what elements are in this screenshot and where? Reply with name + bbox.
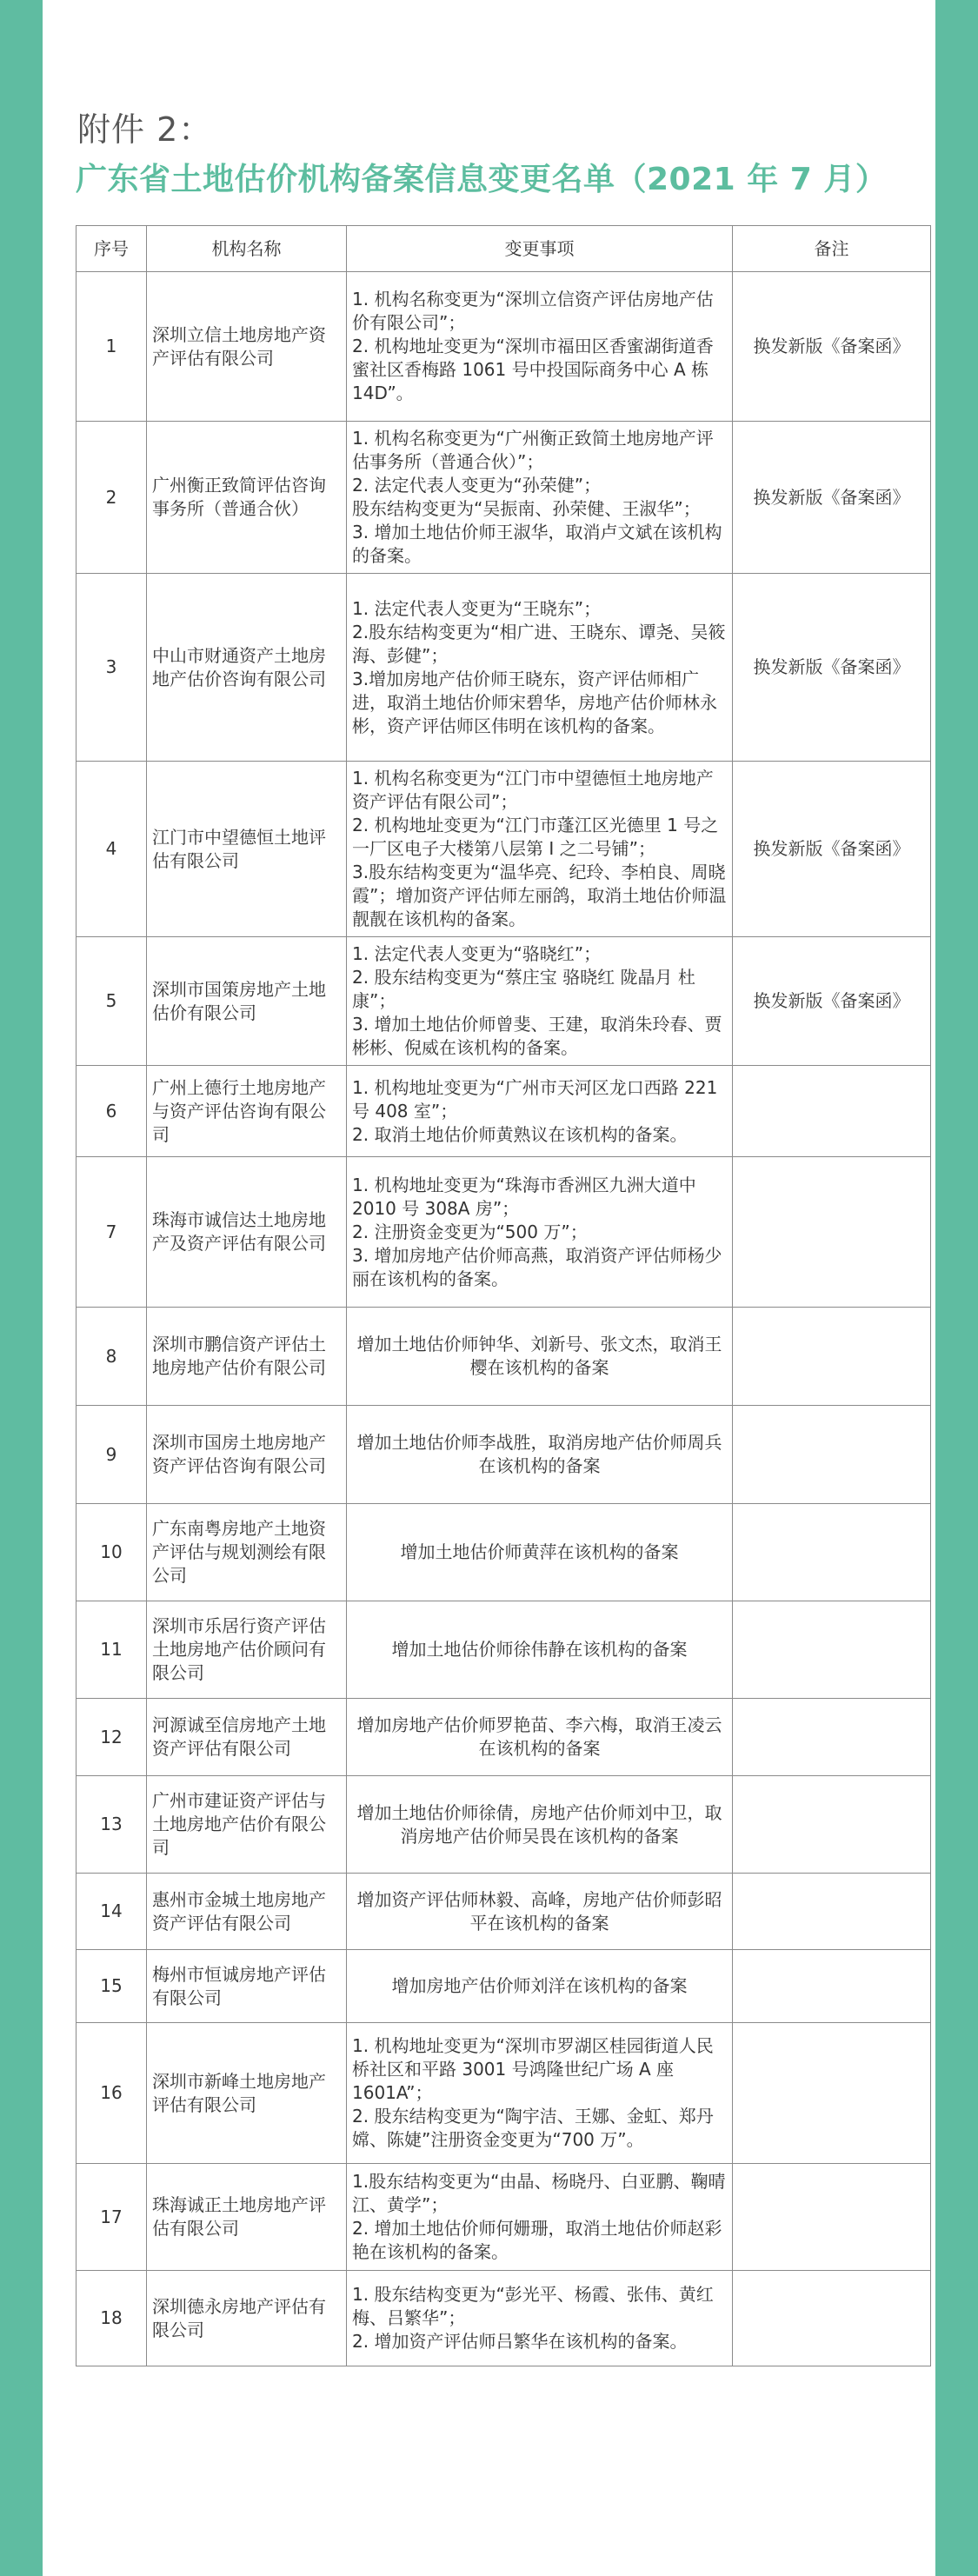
remark: [733, 2271, 931, 2366]
change-item: 增加土地估价师钟华、刘新号、张文杰，取消王樱在该机构的备案: [356, 1334, 722, 1378]
organization-name: 深圳市新峰土地房地产评估有限公司: [147, 2023, 347, 2164]
header-note: 备注: [733, 226, 931, 272]
change-item: 增加土地估价师李战胜，取消房地产估价师周兵在该机构的备案: [356, 1432, 722, 1476]
row-number: 9: [77, 1406, 147, 1504]
row-number: 7: [77, 1157, 147, 1308]
row-number: 13: [77, 1776, 147, 1874]
change-item: 2. 注册资金变更为“500 万”；: [352, 1221, 588, 1242]
change-items: [347, 272, 733, 422]
change-item: 增加土地估价师徐倩，房地产估价师刘中卫，取消房地产估价师吴畏在该机构的备案: [356, 1801, 722, 1847]
organization-name: 中山市财通资产土地房地产估价咨询有限公司: [147, 574, 347, 762]
remark: [733, 1601, 931, 1699]
table-row: [77, 1776, 931, 1874]
row-number: 11: [77, 1601, 147, 1699]
change-item: 2. 股东结构变更为“蔡庄宝 骆晓红 陇晶月 杜康”；: [352, 967, 695, 1011]
organization-name: 江门市中望德恒土地评估有限公司: [147, 762, 347, 937]
change-items: [347, 2271, 733, 2366]
remark: [733, 1950, 931, 2023]
table-row: [77, 1066, 931, 1157]
row-number: 16: [77, 2023, 147, 2164]
row-number: 1: [77, 272, 147, 422]
change-item: 1. 机构地址变更为“深圳市罗湖区桂园街道人民桥社区和平路 3001 号鸿隆世纪广场 A 座 1601A”；: [352, 2035, 714, 2103]
change-item: 1. 机构名称变更为“广州衡正致简土地房地产评估事务所（普通合伙）”；: [352, 428, 714, 472]
change-items: [347, 1950, 733, 2023]
row-number: 8: [77, 1308, 147, 1406]
change-items: [347, 1776, 733, 1874]
change-item: 股东结构变更为“吴振南、孙荣健、王淑华”；: [352, 498, 701, 519]
table-row: [77, 1157, 931, 1308]
change-list-table: [76, 225, 931, 2366]
change-items: [347, 1406, 733, 1504]
table-row: [77, 1504, 931, 1601]
change-item: 增加资产评估师林毅、高峰，房地产估价师彭昭平在该机构的备案: [356, 1888, 722, 1934]
change-item: 1. 机构名称变更为“深圳立信资产评估房地产估价有限公司”；: [352, 289, 714, 333]
change-items: [347, 1601, 733, 1699]
remark: 换发新版《备案函》: [733, 762, 931, 937]
change-items: [347, 2164, 733, 2271]
change-item: 1. 法定代表人变更为“骆晓红”；: [352, 943, 602, 964]
change-items: [347, 1874, 733, 1950]
remark: [733, 1066, 931, 1157]
header-org: 机构名称: [147, 226, 347, 272]
remark: 换发新版《备案函》: [733, 272, 931, 422]
change-items: [347, 1157, 733, 1308]
remark: [733, 1406, 931, 1504]
organization-name: 河源诚至信房地产土地资产评估有限公司: [147, 1699, 347, 1776]
change-items: [347, 422, 733, 574]
header-changes: 变更事项: [347, 226, 733, 272]
change-item: 2. 机构地址变更为“江门市蓬江区光德里 1 号之一厂区电子大楼第八层第 I 之二号铺”；: [352, 815, 719, 859]
remark: [733, 2023, 931, 2164]
change-item: 3.增加房地产估价师王晓东，资产评估师相广进，取消土地估价师宋碧华，房地产估价师林永彬，资产评估师区伟明在该机构的备案。: [352, 668, 717, 736]
change-item: 3. 增加土地估价师曾斐、王建，取消朱玲春、贾彬彬、倪威在该机构的备案。: [352, 1014, 722, 1058]
change-item: 增加土地估价师黄萍在该机构的备案: [400, 1541, 679, 1562]
table-row: [77, 1874, 931, 1950]
remark: [733, 1157, 931, 1308]
table-row: [77, 272, 931, 422]
change-items: [347, 762, 733, 937]
change-item: 增加土地估价师徐伟静在该机构的备案: [391, 1639, 688, 1660]
change-item: 3.股东结构变更为“温华亮、纪玲、李柏良、周晓霞”；增加资产评估师左丽鸽，取消土地估价师温靓靓在该机构的备案。: [352, 862, 727, 929]
table-row: [77, 2023, 931, 2164]
organization-name: 珠海市诚信达土地房地产及资产评估有限公司: [147, 1157, 347, 1308]
organization-name: 深圳立信土地房地产资产评估有限公司: [147, 272, 347, 422]
table-row: [77, 574, 931, 762]
table-row: [77, 422, 931, 574]
change-item: 1. 机构名称变更为“江门市中望德恒土地房地产资产评估有限公司”；: [352, 768, 714, 812]
table-row: [77, 1699, 931, 1776]
change-item: 1.股东结构变更为“由晶、杨晓丹、白亚鹏、鞠晴江、黄学”；: [352, 2171, 726, 2215]
table-header-row: [77, 226, 931, 272]
organization-name: 深圳市国房土地房地产资产评估咨询有限公司: [147, 1406, 347, 1504]
change-item: 2. 机构地址变更为“深圳市福田区香蜜湖街道香蜜社区香梅路 1061 号中投国际商务中心 A 栋 14D”。: [352, 336, 714, 403]
organization-name: 广州衡正致简评估咨询事务所（普通合伙）: [147, 422, 347, 574]
remark: [733, 1504, 931, 1601]
change-item: 1. 机构地址变更为“珠海市香洲区九洲大道中 2010 号 308A 房”；: [352, 1174, 696, 1219]
change-item: 2. 增加土地估价师何姗珊，取消土地估价师赵彩艳在该机构的备案。: [352, 2218, 722, 2262]
organization-name: 惠州市金城土地房地产资产评估有限公司: [147, 1874, 347, 1950]
table-row: [77, 2164, 931, 2271]
change-item: 2. 取消土地估价师黄熟议在该机构的备案。: [352, 1123, 688, 1145]
organization-name: 广州上德行土地房地产与资产评估咨询有限公司: [147, 1066, 347, 1157]
remark: 换发新版《备案函》: [733, 574, 931, 762]
change-item: 增加房地产估价师刘洋在该机构的备案: [391, 1975, 688, 1996]
change-item: 2. 增加资产评估师吕繁华在该机构的备案。: [352, 2331, 688, 2352]
row-number: 12: [77, 1699, 147, 1776]
table-row: [77, 1601, 931, 1699]
remark: 换发新版《备案函》: [733, 422, 931, 574]
change-item: 1. 法定代表人变更为“王晓东”；: [352, 597, 602, 619]
table-row: [77, 1406, 931, 1504]
organization-name: 广东南粤房地产土地资产评估与规划测绘有限公司: [147, 1504, 347, 1601]
change-item: 2. 股东结构变更为“陶宇洁、王娜、金虹、郑丹嫦、陈婕”注册资金变更为“700 万”。: [352, 2106, 714, 2150]
remark: [733, 1874, 931, 1950]
table-row: [77, 937, 931, 1066]
change-items: [347, 1066, 733, 1157]
organization-name: 深圳市国策房地产土地估价有限公司: [147, 937, 347, 1066]
row-number: 17: [77, 2164, 147, 2271]
change-item: 2.股东结构变更为“相广进、王晓东、谭尧、吴筱海、彭健”；: [352, 621, 726, 666]
table-row: [77, 1950, 931, 2023]
attachment-label: 附件 2：: [77, 110, 213, 149]
row-number: 14: [77, 1874, 147, 1950]
change-item: 1. 股东结构变更为“彭光平、杨霞、张伟、黄红梅、吕繁华”；: [352, 2284, 714, 2328]
row-number: 15: [77, 1950, 147, 2023]
document-page: [43, 0, 935, 2576]
row-number: 18: [77, 2271, 147, 2366]
change-item: 1. 机构地址变更为“广州市天河区龙口西路 221 号 408 室”；: [352, 1076, 718, 1122]
row-number: 2: [77, 422, 147, 574]
organization-name: 深圳市鹏信资产评估土地房地产估价有限公司: [147, 1308, 347, 1406]
organization-name: 梅州市恒诚房地产评估有限公司: [147, 1950, 347, 2023]
remark: [733, 1699, 931, 1776]
remark: [733, 2164, 931, 2271]
remark: [733, 1308, 931, 1406]
change-item: 3. 增加土地估价师王淑华，取消卢文斌在该机构的备案。: [352, 522, 722, 566]
row-number: 4: [77, 762, 147, 937]
change-item: 增加房地产估价师罗艳苗、李六梅，取消王凌云在该机构的备案: [356, 1714, 722, 1759]
change-item: 2. 法定代表人变更为“孙荣健”；: [352, 475, 602, 496]
document-title: 广东省土地估价机构备案信息变更名单（2021 年 7 月）: [76, 162, 888, 197]
row-number: 10: [77, 1504, 147, 1601]
organization-name: 珠海诚正土地房地产评估有限公司: [147, 2164, 347, 2271]
remark: [733, 1776, 931, 1874]
change-items: [347, 1308, 733, 1406]
change-items: [347, 937, 733, 1066]
row-number: 5: [77, 937, 147, 1066]
organization-name: 深圳市乐居行资产评估土地房地产估价顾问有限公司: [147, 1601, 347, 1699]
change-item: 3. 增加房地产估价师高燕，取消资产评估师杨少丽在该机构的备案。: [352, 1244, 722, 1289]
table-row: [77, 2271, 931, 2366]
row-number: 3: [77, 574, 147, 762]
change-items: [347, 2023, 733, 2164]
organization-name: 广州市建证资产评估与土地房地产估价有限公司: [147, 1776, 347, 1874]
change-items: [347, 1699, 733, 1776]
table-row: [77, 1308, 931, 1406]
row-number: 6: [77, 1066, 147, 1157]
header-no: 序号: [77, 226, 147, 272]
remark: 换发新版《备案函》: [733, 937, 931, 1066]
table-row: [77, 762, 931, 937]
organization-name: 深圳德永房地产评估有限公司: [147, 2271, 347, 2366]
change-items: [347, 1504, 733, 1601]
change-items: [347, 574, 733, 762]
